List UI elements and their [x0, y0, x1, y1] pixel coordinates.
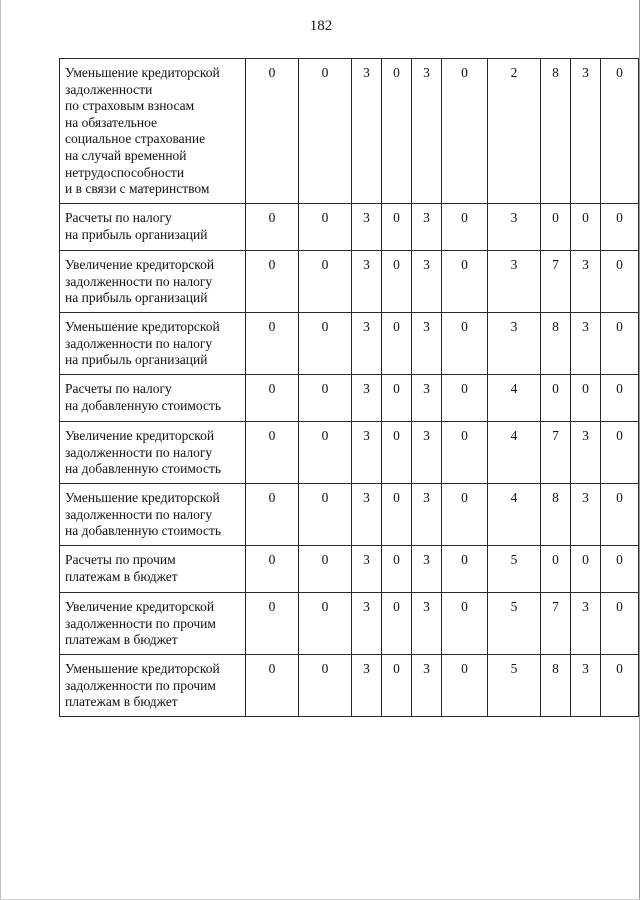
code-digit-cell: 0: [442, 313, 488, 375]
code-digit-cell: 5: [488, 655, 541, 717]
code-digit-cell: 0: [382, 655, 412, 717]
code-digit-cell: 3: [412, 313, 442, 375]
code-digit-cell: 0: [442, 546, 488, 593]
code-digit-cell: 5: [488, 546, 541, 593]
code-digit-cell: 0: [601, 655, 639, 717]
row-label: Расчеты по налогу на добавленную стоимость: [60, 375, 246, 422]
code-digit-cell: 0: [246, 204, 299, 251]
code-digit-cell: 0: [571, 375, 601, 422]
code-digit-cell: 3: [571, 251, 601, 313]
code-digit-cell: 3: [488, 313, 541, 375]
code-digit-cell: 0: [442, 422, 488, 484]
code-digit-cell: 8: [541, 655, 571, 717]
code-digit-cell: 0: [246, 375, 299, 422]
code-digit-cell: 0: [601, 375, 639, 422]
code-digit-cell: 0: [382, 59, 412, 204]
code-digit-cell: 0: [299, 484, 352, 546]
code-digit-cell: 0: [442, 593, 488, 655]
code-digit-cell: 8: [541, 484, 571, 546]
code-digit-cell: 7: [541, 422, 571, 484]
code-digit-cell: 3: [412, 375, 442, 422]
row-label: Уменьшение кредиторской задолженности по страховым взносам на обязательное социальное страхование на случай временной нетрудоспособности и в связи с материнством: [60, 59, 246, 204]
code-digit-cell: 0: [601, 593, 639, 655]
code-digit-cell: 0: [382, 484, 412, 546]
code-digit-cell: 0: [299, 59, 352, 204]
code-digit-cell: 0: [442, 251, 488, 313]
code-digit-cell: 3: [352, 593, 382, 655]
table-row: [60, 251, 639, 313]
code-digit-cell: 0: [382, 546, 412, 593]
account-codes-table: [59, 58, 639, 717]
code-digit-cell: 0: [382, 313, 412, 375]
code-digit-cell: 0: [246, 484, 299, 546]
code-digit-cell: 3: [488, 251, 541, 313]
code-digit-cell: 3: [571, 313, 601, 375]
table-row: [60, 422, 639, 484]
code-digit-cell: 0: [299, 593, 352, 655]
code-digit-cell: 8: [541, 59, 571, 204]
row-label: Увеличение кредиторской задолженности по налогу на добавленную стоимость: [60, 422, 246, 484]
table-row: [60, 484, 639, 546]
code-digit-cell: 0: [541, 546, 571, 593]
code-digit-cell: 0: [601, 546, 639, 593]
code-digit-cell: 0: [601, 422, 639, 484]
code-digit-cell: 0: [601, 251, 639, 313]
code-digit-cell: 8: [541, 313, 571, 375]
code-digit-cell: 0: [382, 593, 412, 655]
code-digit-cell: 3: [352, 251, 382, 313]
table-row: [60, 546, 639, 593]
code-digit-cell: 0: [299, 375, 352, 422]
code-digit-cell: 3: [412, 546, 442, 593]
code-digit-cell: 0: [246, 546, 299, 593]
table-row: [60, 375, 639, 422]
code-digit-cell: 0: [601, 484, 639, 546]
code-digit-cell: 3: [352, 59, 382, 204]
code-digit-cell: 0: [442, 484, 488, 546]
code-digit-cell: 0: [571, 546, 601, 593]
code-digit-cell: 0: [299, 655, 352, 717]
code-digit-cell: 0: [442, 655, 488, 717]
code-digit-cell: 0: [382, 251, 412, 313]
code-digit-cell: 5: [488, 593, 541, 655]
page-number: 182: [309, 18, 333, 34]
code-digit-cell: 3: [352, 313, 382, 375]
table-row: [60, 655, 639, 717]
code-digit-cell: 0: [299, 422, 352, 484]
table-row: [60, 313, 639, 375]
code-digit-cell: 3: [412, 484, 442, 546]
code-digit-cell: 3: [352, 204, 382, 251]
code-digit-cell: 3: [352, 422, 382, 484]
code-digit-cell: 0: [541, 375, 571, 422]
row-label: Уменьшение кредиторской задолженности по налогу на добавленную стоимость: [60, 484, 246, 546]
code-digit-cell: 0: [299, 251, 352, 313]
code-digit-cell: 7: [541, 251, 571, 313]
code-digit-cell: 3: [352, 546, 382, 593]
code-digit-cell: 3: [412, 204, 442, 251]
code-digit-cell: 0: [442, 204, 488, 251]
code-digit-cell: 0: [246, 655, 299, 717]
code-digit-cell: 0: [299, 204, 352, 251]
code-digit-cell: 3: [571, 59, 601, 204]
code-digit-cell: 3: [412, 593, 442, 655]
code-digit-cell: 2: [488, 59, 541, 204]
row-label: Уменьшение кредиторской задолженности по налогу на прибыль организаций: [60, 313, 246, 375]
code-digit-cell: 0: [442, 59, 488, 204]
code-digit-cell: 3: [571, 484, 601, 546]
row-label: Расчеты по прочим платежам в бюджет: [60, 546, 246, 593]
code-digit-cell: 0: [299, 546, 352, 593]
code-digit-cell: 3: [571, 593, 601, 655]
code-digit-cell: 3: [352, 484, 382, 546]
code-digit-cell: 3: [412, 251, 442, 313]
code-digit-cell: 0: [246, 422, 299, 484]
code-digit-cell: 4: [488, 422, 541, 484]
row-label: Увеличение кредиторской задолженности по прочим платежам в бюджет: [60, 593, 246, 655]
code-digit-cell: 0: [382, 375, 412, 422]
code-digit-cell: 0: [246, 593, 299, 655]
code-digit-cell: 0: [299, 313, 352, 375]
code-digit-cell: 7: [541, 593, 571, 655]
code-digit-cell: 3: [571, 655, 601, 717]
table-row: [60, 59, 639, 204]
code-digit-cell: 0: [601, 204, 639, 251]
code-digit-cell: 0: [382, 422, 412, 484]
code-digit-cell: 0: [601, 313, 639, 375]
code-digit-cell: 3: [488, 204, 541, 251]
code-digit-cell: 0: [246, 313, 299, 375]
code-digit-cell: 4: [488, 375, 541, 422]
code-digit-cell: 0: [571, 204, 601, 251]
code-digit-cell: 0: [442, 375, 488, 422]
code-digit-cell: 4: [488, 484, 541, 546]
row-label: Увеличение кредиторской задолженности по налогу на прибыль организаций: [60, 251, 246, 313]
code-digit-cell: 3: [571, 422, 601, 484]
row-label: Расчеты по налогу на прибыль организаций: [60, 204, 246, 251]
row-label: Уменьшение кредиторской задолженности по прочим платежам в бюджет: [60, 655, 246, 717]
code-digit-cell: 3: [412, 422, 442, 484]
code-digit-cell: 0: [601, 59, 639, 204]
table-row: [60, 204, 639, 251]
code-digit-cell: 0: [541, 204, 571, 251]
code-digit-cell: 0: [246, 59, 299, 204]
code-digit-cell: 3: [352, 655, 382, 717]
table-row: [60, 593, 639, 655]
code-digit-cell: 3: [352, 375, 382, 422]
code-digit-cell: 3: [412, 59, 442, 204]
code-digit-cell: 0: [246, 251, 299, 313]
table-body: [60, 59, 639, 717]
code-digit-cell: 0: [382, 204, 412, 251]
code-digit-cell: 3: [412, 655, 442, 717]
